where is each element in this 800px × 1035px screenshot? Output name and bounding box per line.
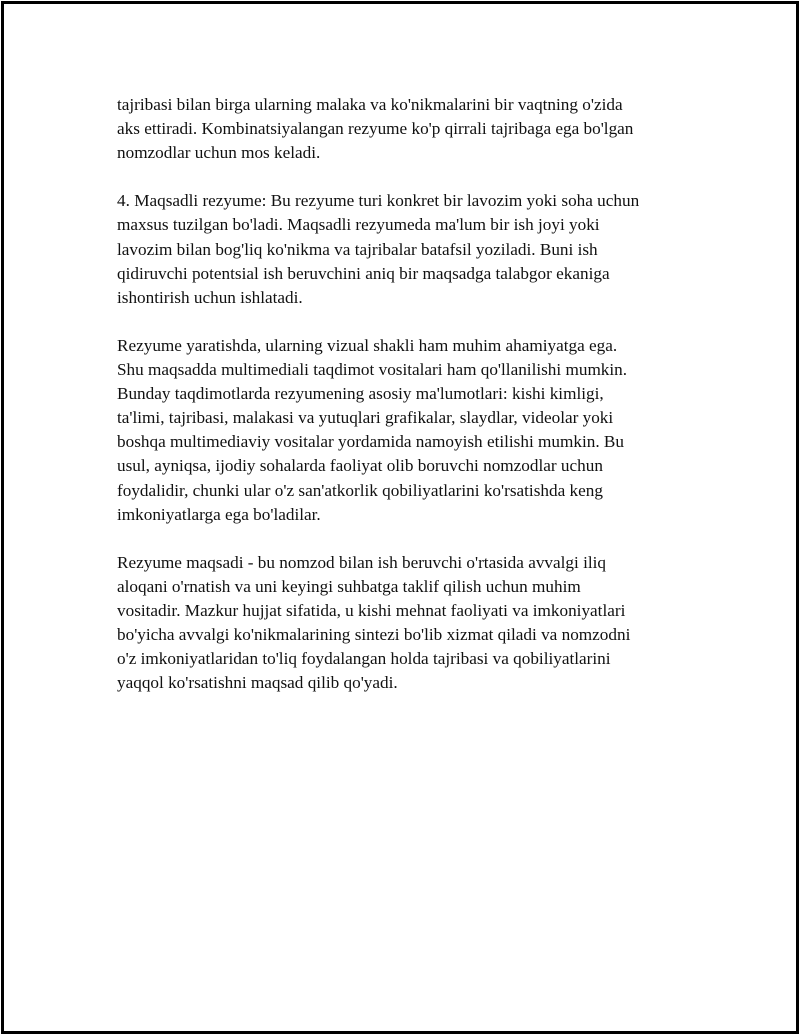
- text-line: ta'limi, tajribasi, malakasi va yutuqlari grafikalar, slaydlar, videolar yoki: [117, 408, 614, 428]
- text-line: aks ettiradi. Kombinatsiyalangan rezyume ko'p qirrali tajribaga ega bo'lgan: [117, 119, 634, 139]
- text-line: aloqani o'rnatish va uni keyingi suhbatga taklif qilish uchun muhim: [117, 576, 581, 596]
- text-line: bo'yicha avvalgi ko'nikmalarining sintezi bo'lib xizmat qiladi va nomzodni: [117, 625, 631, 645]
- text-line: tajribasi bilan birga ularning malaka va ko'nikmalarini bir vaqtning o'zida: [117, 95, 623, 114]
- text-line: usul, ayniqsa, ijodiy sohalarda faoliyat olib boruvchi nomzodlar uchun: [117, 456, 603, 476]
- text-line: Rezyume maqsadi - bu nomzod bilan ish beruvchi o'rtasida avvalgi iliq: [117, 552, 607, 572]
- paragraph-2: [117, 189, 697, 309]
- text-line: o'z imkoniyatlaridan to'liq foydalangan holda tajribasi va qobiliyatlarini: [117, 649, 611, 669]
- text-line: Shu maqsadda multimediali taqdimot vositalari ham qo'llanilishi mumkin.: [117, 360, 628, 380]
- text-line: 4. Maqsadli rezyume: Bu rezyume turi konkret bir lavozim yoki soha uchun: [117, 191, 640, 211]
- text-line: Bunday taqdimotlarda rezyumening asosiy ma'lumotlari: kishi kimligi,: [117, 384, 604, 404]
- text-line: foydalidir, chunki ular o'z san'atkorlik qobiliyatlarini ko'rsatishda keng: [117, 480, 603, 500]
- text-line: Rezyume yaratishda, ularning vizual shakli ham muhim ahamiyatga ega.: [117, 335, 618, 355]
- text-line: nomzodlar uchun mos keladi.: [117, 143, 321, 163]
- text-line: vositadir. Mazkur hujjat sifatida, u kishi mehnat faoliyati va imkoniyatlari: [117, 600, 626, 620]
- text-line: qidiruvchi potentsial ish beruvchini aniq bir maqsadga talabgor ekaniga: [117, 263, 610, 283]
- paragraph-3: [117, 334, 697, 527]
- text-line: boshqa multimediaviy vositalar yordamida namoyish etilishi mumkin. Bu: [117, 432, 624, 452]
- text-line: imkoniyatlarga ega bo'ladilar.: [117, 504, 321, 524]
- paragraph-1: [117, 93, 697, 165]
- text-line: ishontirish uchun ishlatadi.: [117, 287, 303, 307]
- text-line: lavozim bilan bog'liq ko'nikma va tajribalar batafsil yoziladi. Buni ish: [117, 239, 598, 259]
- text-line: maxsus tuzilgan bo'ladi. Maqsadli rezyumeda ma'lum bir ish joyi yoki: [117, 215, 600, 235]
- document-body: [117, 93, 697, 719]
- paragraph-4: [117, 551, 697, 696]
- text-line: yaqqol ko'rsatishni maqsad qilib qo'yadi.: [117, 673, 398, 693]
